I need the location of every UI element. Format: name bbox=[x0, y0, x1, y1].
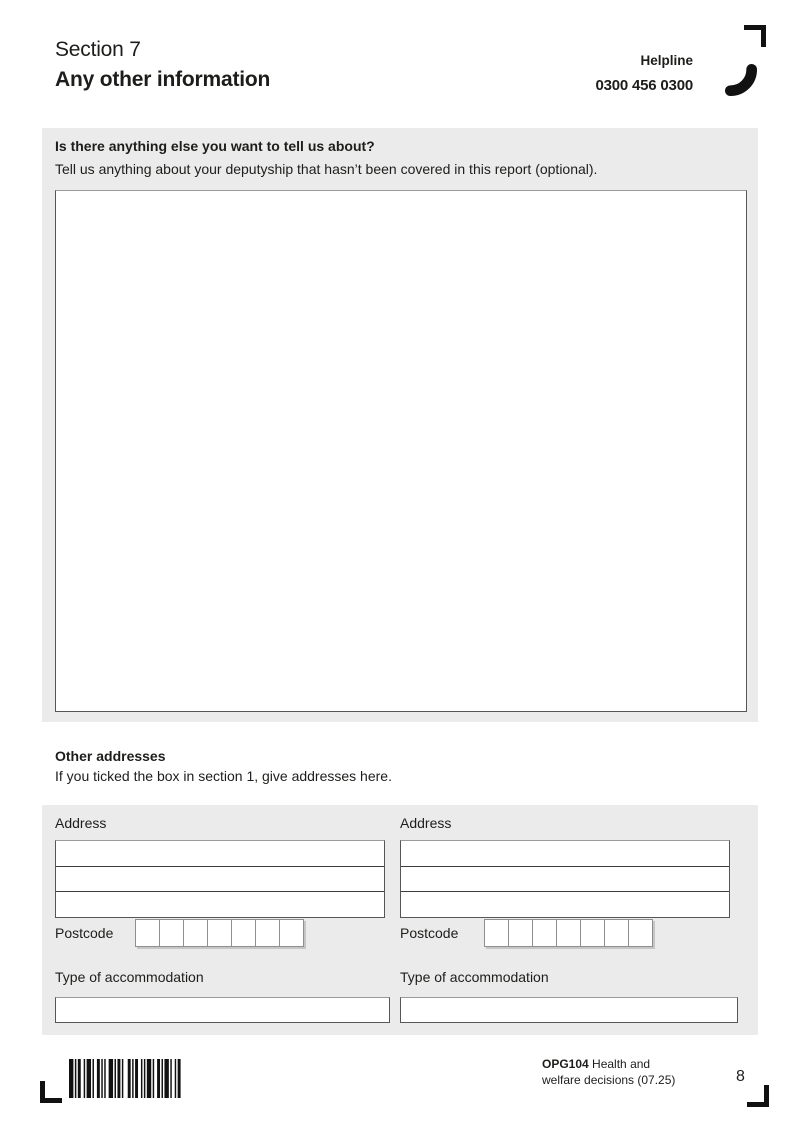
address-label: Address bbox=[55, 815, 107, 831]
accommodation-label: Type of accommodation bbox=[400, 969, 549, 985]
postcode-row bbox=[400, 918, 653, 948]
address-column-2 bbox=[400, 805, 740, 1035]
page-number: 8 bbox=[736, 1068, 745, 1085]
postcode-cell-input[interactable] bbox=[256, 920, 279, 946]
address-line-input[interactable] bbox=[56, 867, 384, 892]
address-box bbox=[55, 840, 385, 918]
postcode-cell-input[interactable] bbox=[605, 920, 628, 946]
crop-mark-bottom-left-icon bbox=[40, 1081, 62, 1103]
postcode-cell[interactable] bbox=[279, 919, 304, 947]
other-info-question: Is there anything else you want to tell us about? bbox=[55, 138, 375, 154]
postcode-cell[interactable] bbox=[255, 919, 280, 947]
other-addresses-panel bbox=[42, 805, 758, 1035]
other-info-textarea[interactable] bbox=[55, 190, 747, 712]
address-line[interactable] bbox=[56, 891, 384, 917]
address-line-input[interactable] bbox=[56, 892, 384, 917]
postcode-cell-input[interactable] bbox=[184, 920, 207, 946]
phone-icon bbox=[721, 58, 761, 102]
footer-form-code: OPG104 bbox=[542, 1057, 589, 1071]
address-line[interactable] bbox=[401, 841, 729, 866]
postcode-cell[interactable] bbox=[207, 919, 232, 947]
footer-form-title-1: Health and bbox=[592, 1057, 651, 1071]
postcode-cell[interactable] bbox=[231, 919, 256, 947]
address-line-input[interactable] bbox=[401, 867, 729, 892]
postcode-cell-input[interactable] bbox=[280, 920, 303, 946]
postcode-cell-input[interactable] bbox=[485, 920, 508, 946]
accommodation-input[interactable] bbox=[400, 997, 738, 1023]
helpline-number: 0300 456 0300 bbox=[595, 77, 693, 94]
postcode-cells bbox=[484, 919, 653, 947]
postcode-cell-input[interactable] bbox=[136, 920, 159, 946]
address-line-input[interactable] bbox=[401, 892, 729, 917]
helpline-block bbox=[595, 53, 693, 94]
other-addresses-hint: If you ticked the box in section 1, give addresses here. bbox=[55, 768, 392, 784]
address-line[interactable] bbox=[401, 866, 729, 892]
helpline-label: Helpline bbox=[640, 53, 693, 68]
postcode-cell[interactable] bbox=[508, 919, 533, 947]
other-information-panel bbox=[42, 128, 758, 722]
postcode-cell[interactable] bbox=[604, 919, 629, 947]
postcode-cell-input[interactable] bbox=[232, 920, 255, 946]
postcode-cell-input[interactable] bbox=[509, 920, 532, 946]
address-line[interactable] bbox=[56, 866, 384, 892]
address-label: Address bbox=[400, 815, 452, 831]
postcode-label: Postcode bbox=[55, 925, 114, 941]
postcode-cell-input[interactable] bbox=[208, 920, 231, 946]
address-line[interactable] bbox=[401, 891, 729, 917]
section-label: Section 7 bbox=[55, 38, 141, 61]
postcode-row bbox=[55, 918, 304, 948]
footer-form-reference bbox=[542, 1056, 712, 1088]
crop-mark-bottom-right-icon bbox=[747, 1085, 769, 1107]
postcode-cell-input[interactable] bbox=[629, 920, 652, 946]
postcode-cell[interactable] bbox=[532, 919, 557, 947]
postcode-cell-input[interactable] bbox=[557, 920, 580, 946]
other-info-hint: Tell us anything about your deputyship that hasn’t been covered in this report (optional). bbox=[55, 161, 598, 177]
postcode-cell[interactable] bbox=[580, 919, 605, 947]
postcode-cell[interactable] bbox=[183, 919, 208, 947]
postcode-cell-input[interactable] bbox=[581, 920, 604, 946]
address-line[interactable] bbox=[56, 841, 384, 866]
page-title: Any other information bbox=[55, 68, 271, 91]
accommodation-input[interactable] bbox=[55, 997, 390, 1023]
postcode-cell[interactable] bbox=[135, 919, 160, 947]
postcode-cell[interactable] bbox=[159, 919, 184, 947]
barcode-icon bbox=[69, 1059, 185, 1098]
address-column-1 bbox=[55, 805, 390, 1035]
other-addresses-heading: Other addresses bbox=[55, 748, 166, 764]
accommodation-label: Type of accommodation bbox=[55, 969, 204, 985]
postcode-cell[interactable] bbox=[556, 919, 581, 947]
postcode-cells bbox=[135, 919, 304, 947]
address-box bbox=[400, 840, 730, 918]
crop-mark-top-right-icon bbox=[744, 25, 766, 47]
postcode-cell[interactable] bbox=[628, 919, 653, 947]
footer-form-title-2: welfare decisions (07.25) bbox=[542, 1073, 676, 1087]
postcode-cell-input[interactable] bbox=[533, 920, 556, 946]
postcode-label: Postcode bbox=[400, 925, 459, 941]
postcode-cell-input[interactable] bbox=[160, 920, 183, 946]
postcode-cell[interactable] bbox=[484, 919, 509, 947]
address-line-input[interactable] bbox=[401, 841, 729, 866]
address-line-input[interactable] bbox=[56, 841, 384, 866]
